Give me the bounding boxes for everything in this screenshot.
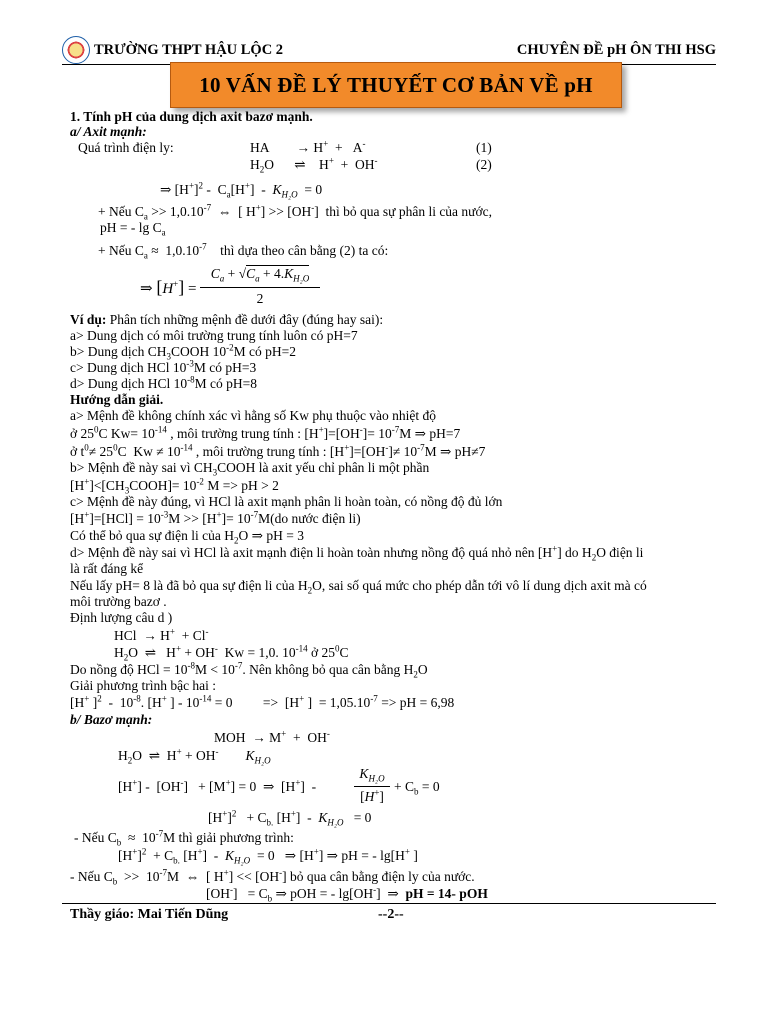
- guide-h: Giải phương trình bậc hai :: [70, 678, 217, 693]
- equation-2-number: (2): [476, 157, 492, 172]
- moh-equation: MOH → M+ + OH-: [214, 728, 330, 745]
- page-header: [62, 36, 716, 65]
- fraction-bar-2: [354, 786, 390, 787]
- guide-d: d> Mệnh đề này sai vì HCl là axit mạnh điện li hoàn toàn nhưng nồng độ quá nhỏ nên [H+] do $H_2O$ điện li: [70, 543, 644, 563]
- guide-e-2: môi trường bazơ .: [70, 594, 167, 609]
- quadratic-equation: ⇒ $[H^+]^2 - C_a[H^+] - K_{H_2O} = 0$: [160, 180, 323, 200]
- case-dilute-acid: + Nếu $C_a \approx 1,0.10^{-7}$ thì dựa theo cân bằng (2) ta có:: [98, 241, 389, 261]
- case-strong-acid: + Nếu $C_a >> 1,0.10^{-7}$ ⇔ [ H+] >> [OH-] thì bỏ qua sự phân li của nước,: [98, 202, 493, 222]
- example-d: d> Dung dịch HCl $10^{-8}M$ có pH=8: [70, 374, 257, 391]
- example-intro: Ví dụ: Phân tích những mệnh đề dưới đây (đúng hay sai):: [70, 312, 384, 327]
- fraction-bar: [200, 287, 320, 288]
- base-case-2: - Nếu $C_b >> 10^{-7}M$ ⇔ [ H+] << [OH-] bỏ qua cân bằng điện ly của nước.: [70, 867, 475, 887]
- title-banner: [170, 62, 622, 108]
- footer-teacher: Thầy giáo: Mai Tiến Dũng: [70, 907, 229, 922]
- h-formula-numerator: $C_a + √C_a + 4.K_{H_2O}$: [210, 266, 310, 284]
- footer-rule: [62, 903, 716, 904]
- school-logo-icon: [62, 36, 90, 64]
- guide-d-2: là rất đáng kể: [70, 561, 144, 576]
- equation-2: $H_2O$ ⇌ H+ + OH-: [250, 155, 378, 175]
- guide-e: Nếu lấy pH= 8 là đã bỏ qua sự điện li của $H_2O$, sai số quá mức cho phép dẫn tới vô lí dung dịch axit mà có: [70, 578, 647, 596]
- guide-heading: Hướng dẫn giải.: [70, 392, 164, 407]
- guide-h-solution: [H+ ]$^2 - 10^{-8}$. [H+ ] - $10^{-14} = 0$ => [H+ ] = $1,05.10^{-7}$ => pH = 6,98: [70, 693, 455, 710]
- charge-balance-lhs: [H+] - [OH-] + [M+] = 0 ⇒ [H+] -: [118, 777, 317, 794]
- h-formula-denominator: 2: [256, 291, 264, 306]
- dien-ly-label: Quá trình điện ly:: [78, 140, 174, 155]
- subsection-heading-acid: a/ Axit mạnh:: [70, 124, 147, 139]
- equation-1: HA → H+ + A-: [250, 138, 366, 155]
- guide-c-3: Có thể bỏ qua sự điện li của $H_2O$ ⇒ pH = 3: [70, 528, 304, 546]
- base-quadratic: $[H^+]^2 + C_{b.}$ $[H^+] - K_{H_2O} = 0$: [208, 808, 372, 828]
- charge-balance-rhs: + $C_b = 0$: [394, 779, 440, 797]
- equation-1-number: (1): [476, 140, 492, 155]
- page-title: 10 VẤN ĐỀ LÝ THUYẾT CƠ BẢN VỀ pH: [199, 72, 593, 97]
- charge-balance-numerator: $K_{H_2O}$: [359, 766, 385, 784]
- document-topic: CHUYÊN ĐỀ pH ÔN THI HSG: [516, 42, 716, 58]
- water-equation: $H_2O$ ⇌ H+ + OH- Kw = 1,0. $10^{-14}$ ở $25^0C$: [114, 643, 349, 663]
- guide-f: Định lượng câu d ): [70, 610, 173, 625]
- ph-formula: pH = - $\lg C_a$: [100, 220, 166, 238]
- guide-a-25c: ở $25^0C$ $Kw= 10^{-14}$ , môi trường trung tính : $[H^+]=[OH^-]= 10^{-7}M$ ⇒ pH=7: [70, 424, 461, 441]
- example-c: c> Dung dịch HCl $10^{-3}M$ có pH=3: [70, 358, 257, 375]
- guide-a: a> Mệnh đề không chính xác vì hằng số Kw phụ thuộc vào nhiệt độ: [70, 408, 437, 423]
- guide-a-other-t: ở $t^0\ne 25^0C$ $Kw \ne 10^{-14}$ , môi trường trung tính : $[H^+]=[OH^-]\ne 10^{-7}M$ ⇒ pH≠7: [70, 442, 486, 459]
- guide-b-2: $[H^+]<[CH_3COOH]= 10^{-2}$ M => pH > 2: [70, 476, 279, 496]
- hcl-equation: HCl → H+ + Cl-: [114, 626, 209, 643]
- section-heading: 1. Tính pH của dung dịch axit bazơ mạnh.: [70, 109, 313, 124]
- guide-b: b> Mệnh đề này sai vì $CH_3COOH$ là axit yếu chỉ phân li một phần: [70, 460, 430, 478]
- example-a: a> Dung dịch có môi trường trung tính luôn có pH=7: [70, 328, 358, 343]
- guide-c: c> Mệnh đề này đúng, vì HCl là axit mạnh phân li hoàn toàn, có nồng độ đủ lớn: [70, 494, 503, 509]
- school-name: TRƯỜNG THPT HẬU LỘC 2: [94, 42, 284, 58]
- base-case-2-solution: $[OH^-] = C_b$ ⇒ pOH = - lg[OH-] ⇒ pH = 14- pOH: [206, 884, 488, 904]
- water-equation-base: $H_2O$ ⇌ H+ + OH- $K_{H_2O}$: [118, 746, 271, 766]
- base-case-1: - Nếu $C_b \approx 10^{-7}M$ thì giải phương trình:: [74, 828, 294, 848]
- charge-balance-denominator: [H+]: [360, 787, 384, 804]
- guide-g: Do nồng độ HCl = $10^{-8}M < 10^{-7}$. Nên không bỏ qua cân bằng $H_2O$: [70, 660, 428, 680]
- base-case-1-solution: $[H^+]^2 + C_{b.}$ $[H^+] - K_{H_2O} = 0$ ⇒ [H+] ⇒ pH = - lg[H+ ]: [118, 846, 418, 866]
- guide-c-2: $[H^+]=[HCl] = 10^{-3}M >> [H^+]= 10^{-7}M(do$ nước điện li): [70, 509, 361, 526]
- subsection-heading-base: b/ Bazơ mạnh:: [70, 712, 153, 727]
- example-b: b> Dung dịch $CH_3COOH$ $10^{-2}M$ có pH=2: [70, 342, 296, 362]
- h-formula-lhs: ⇒ [H+] =: [140, 277, 197, 297]
- page-number: --2--: [378, 907, 404, 922]
